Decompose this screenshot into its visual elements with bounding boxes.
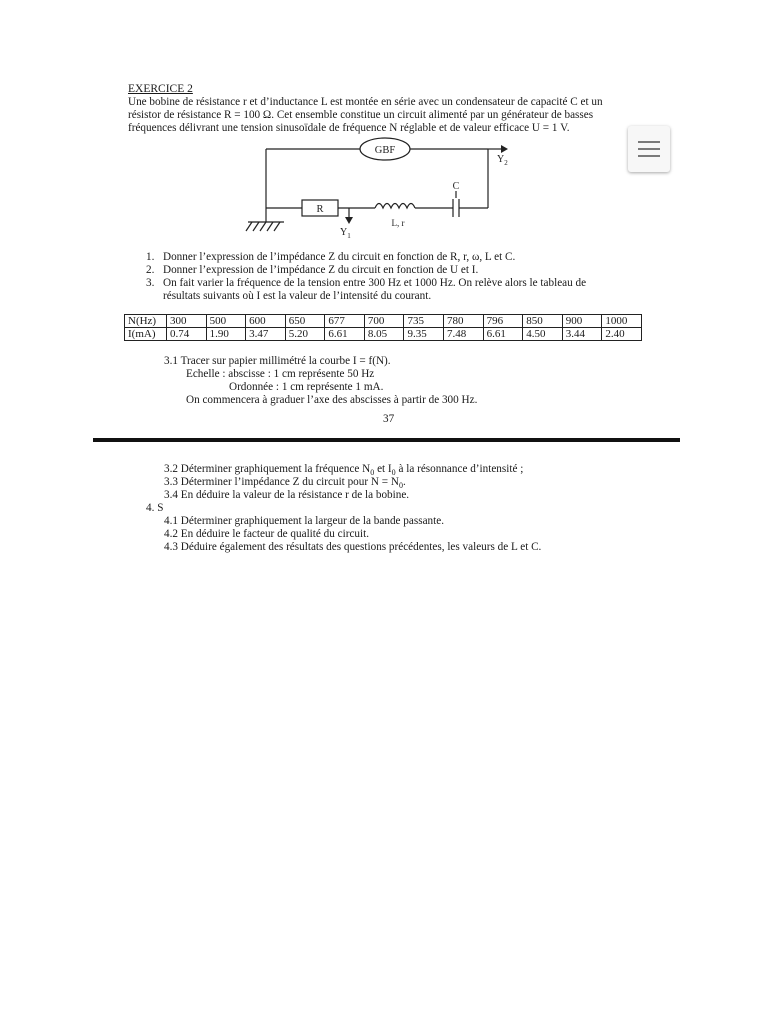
question-3-2: 3.2 Déterminer graphiquement la fréquence $N_0$ et $I_0$ à la résonnance d’intensité ; bbox=[164, 463, 524, 478]
question-4-1: 4.1 Déterminer graphiquement la largeur de la bande passante. bbox=[164, 515, 444, 527]
table-cell: 1.90 bbox=[206, 328, 246, 341]
table-cell: 300 bbox=[167, 315, 207, 328]
question-1: 1. Donner l’expression de l’impédance Z du circuit en fonction de R, r, ω, L et C. bbox=[146, 251, 516, 263]
measurement-table bbox=[124, 314, 642, 341]
table-cell: 677 bbox=[325, 315, 365, 328]
scale-abscissa: Echelle : abscisse : 1 cm représente 50 Hz bbox=[186, 368, 375, 380]
table-row-header: N(Hz) bbox=[125, 315, 167, 328]
table-cell: 600 bbox=[246, 315, 286, 328]
question-3-1: 3.1 Tracer sur papier millimétré la courbe I = f(N). bbox=[164, 355, 391, 367]
table-cell: 3.47 bbox=[246, 328, 286, 341]
intro-line-3: fréquences délivrant une tension sinusoïdale de fréquence N réglable et de valeur efficace U = 1 V. bbox=[128, 122, 570, 134]
coil-label: L, r bbox=[391, 218, 405, 228]
table-cell: 4.50 bbox=[523, 328, 563, 341]
table-row-header: I(mA) bbox=[125, 328, 167, 341]
table-cell: 780 bbox=[444, 315, 484, 328]
scale-ordinate: Ordonnée : 1 cm représente 1 mA. bbox=[229, 381, 384, 393]
table-cell: 6.61 bbox=[483, 328, 523, 341]
table-cell: 2.40 bbox=[602, 328, 642, 341]
table-cell: 850 bbox=[523, 315, 563, 328]
page-separator bbox=[93, 438, 680, 442]
table-row-frequency bbox=[125, 315, 642, 328]
table-cell: 0.74 bbox=[167, 328, 207, 341]
question-4-3: 4.3 Déduire également des résultats des questions précédentes, les valeurs de L et C. bbox=[164, 541, 542, 553]
circuit-diagram bbox=[240, 134, 530, 244]
question-3-4: 3.4 En déduire la valeur de la résistance r de la bobine. bbox=[164, 489, 410, 501]
table-cell: 3.44 bbox=[562, 328, 602, 341]
table-cell: 650 bbox=[285, 315, 325, 328]
question-3-3: 3.3 Déterminer l’impédance Z du circuit pour $N = N_0$. bbox=[164, 476, 406, 491]
probe-y1-arrow bbox=[345, 217, 353, 224]
exercise-title: EXERCICE 2 bbox=[128, 83, 193, 95]
table-cell: 8.05 bbox=[364, 328, 404, 341]
question-3: 3. On fait varier la fréquence de la tension entre 300 Hz et 1000 Hz. On relève alors le tableau de bbox=[146, 277, 587, 289]
table-cell: 1000 bbox=[602, 315, 642, 328]
probe-y2-arrow bbox=[501, 145, 508, 153]
generator-label: GBF bbox=[374, 145, 396, 156]
table-cell: 5.20 bbox=[285, 328, 325, 341]
probe-y2-label: $Y_2$ bbox=[497, 154, 508, 167]
intro-line-2: résistor de résistance R = 100 Ω. Cet ensemble constitue un circuit alimenté par un générateur de basses bbox=[128, 109, 594, 121]
hamburger-menu-button[interactable] bbox=[628, 126, 670, 172]
capacitor-label: C bbox=[452, 181, 460, 192]
question-3-continued: résultats suivants où I est la valeur de l’intensité du courant. bbox=[163, 290, 432, 302]
page-number: 37 bbox=[383, 413, 395, 425]
intro-line-1: Une bobine de résistance r et d’inductance L est montée en série avec un condensateur de capacité C et un bbox=[128, 96, 603, 108]
table-cell: 7.48 bbox=[444, 328, 484, 341]
probe-y1-label: $Y_1$ bbox=[340, 227, 351, 240]
table-cell: 700 bbox=[364, 315, 404, 328]
question-2: 2. Donner l’expression de l’impédance Z du circuit en fonction de U et I. bbox=[146, 264, 479, 276]
table-cell: 735 bbox=[404, 315, 444, 328]
question-4-2: 4.2 En déduire le facteur de qualité du circuit. bbox=[164, 528, 370, 540]
table-row-current bbox=[125, 328, 642, 341]
table-cell: 500 bbox=[206, 315, 246, 328]
table-cell: 9.35 bbox=[404, 328, 444, 341]
question-4: 4. S bbox=[146, 502, 164, 514]
axis-start-note: On commencera à graduer l’axe des abscisses à partir de 300 Hz. bbox=[186, 394, 478, 406]
table-cell: 796 bbox=[483, 315, 523, 328]
coil-symbol bbox=[375, 204, 415, 209]
resistor-label: R bbox=[316, 204, 324, 215]
table-cell: 6.61 bbox=[325, 328, 365, 341]
table-cell: 900 bbox=[562, 315, 602, 328]
hamburger-menu-icon bbox=[638, 141, 660, 143]
